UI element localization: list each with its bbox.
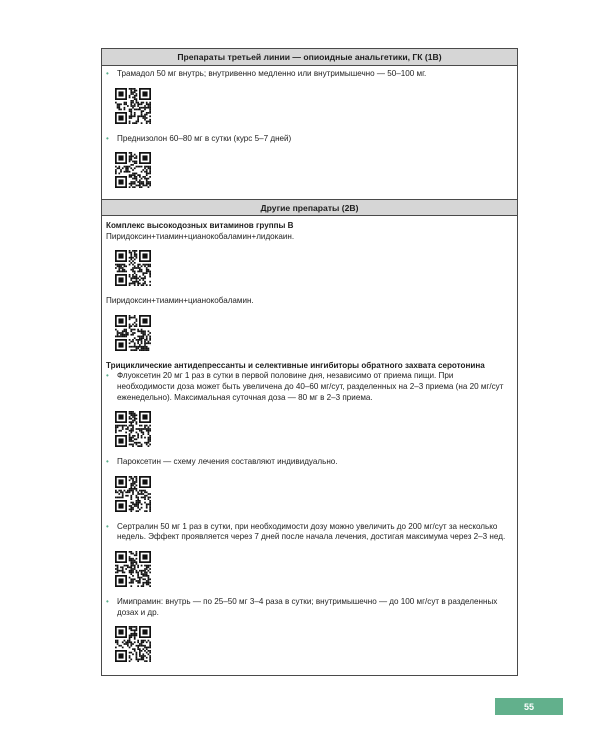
item-text: Имипрамин: внутрь — по 25–50 мг 3–4 раза в сутки; внутримышечно — до 100 мг/сут в разделенных дозах и др. <box>117 596 498 617</box>
item-text: Пароксетин — схему лечения составляют индивидуально. <box>117 457 338 467</box>
bullet-icon: • <box>106 371 109 381</box>
list-item <box>106 457 512 468</box>
item-text: Трамадол 50 мг внутрь; внутривенно медленно или внутримышечно — 50–100 мг. <box>117 69 427 78</box>
qr-code-icon[interactable] <box>115 551 151 587</box>
qr-code-icon[interactable] <box>115 250 151 286</box>
group-title-antidepressants: Трициклические антидепрессанты и селективные ингибиторы обратного захвата серотонина <box>106 360 485 370</box>
qr-code-icon[interactable] <box>115 626 151 662</box>
section-header-other: Другие препараты (2В) <box>102 199 517 216</box>
vitamin-combo-1: Пиридоксин+тиамин+цианокобаламин+лидокаин. <box>106 231 295 241</box>
qr-code-icon[interactable] <box>115 88 151 124</box>
section-body-third-line <box>102 69 517 188</box>
qr-code-icon[interactable] <box>115 476 151 512</box>
bullet-icon: • <box>106 133 109 143</box>
drug-table <box>101 48 518 676</box>
qr-code-icon[interactable] <box>115 152 151 188</box>
qr-code-icon[interactable] <box>115 315 151 351</box>
list-item <box>106 134 512 145</box>
vitamin-combo-2: Пиридоксин+тиамин+цианокобаламин. <box>106 296 254 306</box>
bullet-icon: • <box>106 596 109 606</box>
list-item <box>106 69 512 80</box>
list-item <box>106 371 512 403</box>
bullet-icon: • <box>106 457 109 467</box>
item-text: Флуоксетин 20 мг 1 раз в сутки в первой половине дня, независимо от приема пищи. При необходимости доза может быть увеличена до 40–60 мг/сут, разделенных на 2–3 приема (на 20 мг/сут еженедельно). Максимальная суточная доза — 80 мг в 2–3 приема. <box>117 371 504 402</box>
section-body-other <box>102 221 517 662</box>
bullet-icon: • <box>106 521 109 531</box>
group-title-vitamins: Комплекс высокодозных витаминов группы В <box>106 221 294 230</box>
item-text: Преднизолон 60–80 мг в сутки (курс 5–7 дней) <box>117 133 292 143</box>
list-item <box>106 597 512 618</box>
qr-code-icon[interactable] <box>115 411 151 447</box>
bullet-icon: • <box>106 69 109 78</box>
list-item <box>106 522 512 543</box>
item-text: Сертралин 50 мг 1 раз в сутки, при необходимости дозу можно увеличить до 200 мг/сут за несколько недель. Эффект проявляется через 7 дней после начала лечения, достигая максимума через 2–3 нед. <box>117 521 506 542</box>
section-header-third-line: Препараты третьей линии — опиоидные анальгетики, ГК (1В) <box>102 49 517 66</box>
page-number-badge: 55 <box>495 698 563 715</box>
